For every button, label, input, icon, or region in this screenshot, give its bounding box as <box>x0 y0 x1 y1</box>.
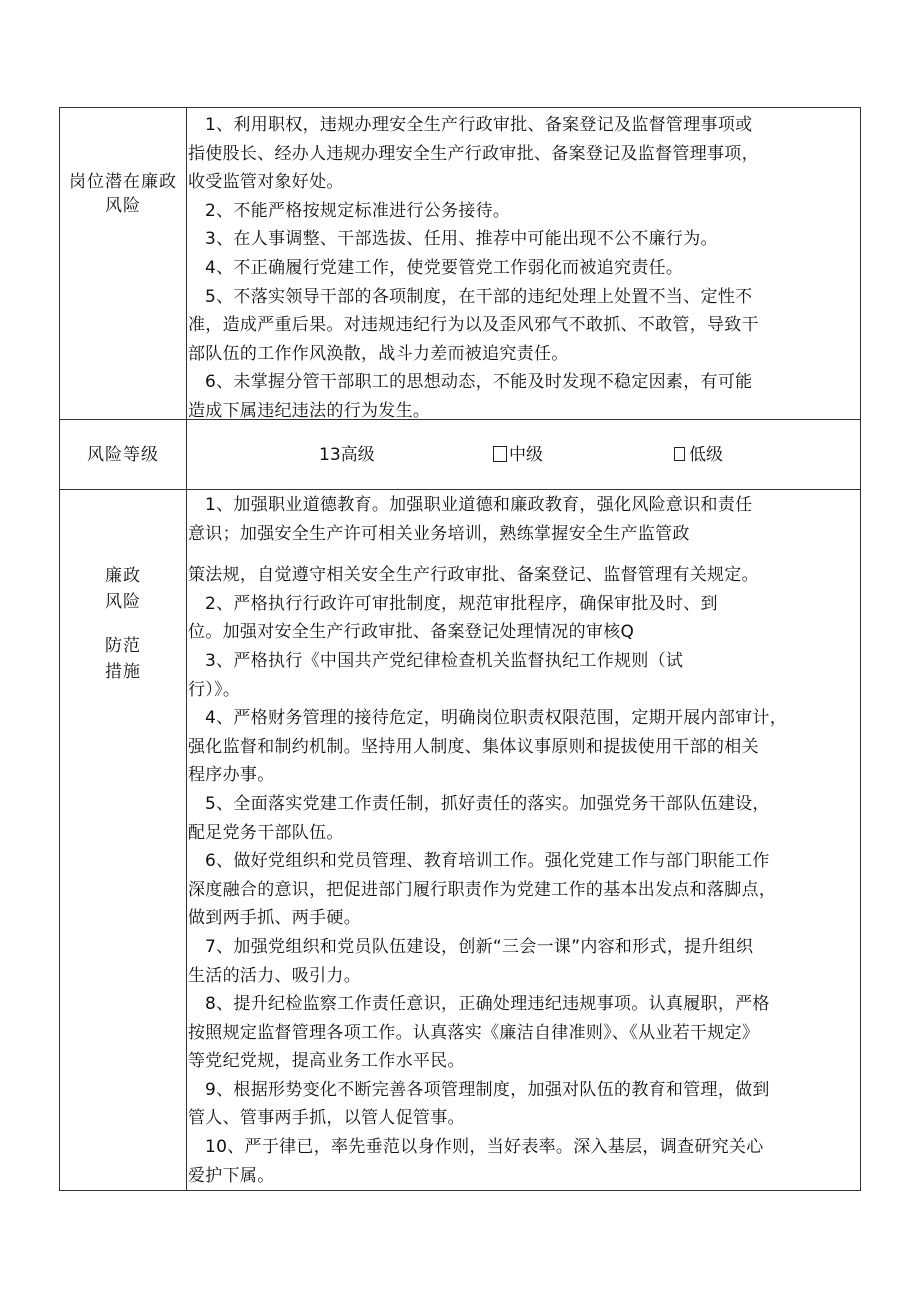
measure-item: 2、严格执行行政许可审批制度，规范审批程序，确保审批及时、到 <box>205 593 718 614</box>
risk-item: 收受监管对象好处。 <box>188 172 344 193</box>
measures-label-line4: 措施 <box>105 662 141 682</box>
risk-item: 部队伍的工作作风涣散，战斗力差而被追究责任。 <box>188 343 569 364</box>
measure-item: 策法规，自觉遵守相关安全生产行政审批、备案登记、监督管理有关规定。 <box>188 565 759 586</box>
measure-item: 按照规定监督管理各项工作。认真落实《廉洁自律准则》、《从业若干规定》 <box>188 1022 760 1043</box>
risk-item: 4、不正确履行党建工作，使党要管党工作弱化而被追究责任。 <box>205 257 684 278</box>
level-low-label: 低级 <box>689 445 723 465</box>
level-high: 13高级 <box>319 445 375 465</box>
measures-label <box>60 563 186 685</box>
measure-item: 8、提升纪检监察工作责任意识，正确处理违纪违规事项。认真履职，严格 <box>205 994 770 1015</box>
measures-label-line2: 风险 <box>105 592 141 612</box>
measure-item: 等党纪党规，提高业务工作水平民。 <box>188 1051 465 1072</box>
measure-item: 深度融合的意识，把促进部门履行职责作为党建工作的基本出发点和落脚点， <box>188 879 777 900</box>
measure-item: 3、严格执行《中国共产党纪律检查机关监督执纪工作规则（试 <box>205 650 684 671</box>
measure-item: 生活的活力、吸引力。 <box>188 965 361 986</box>
level-label: 风险等级 <box>87 445 159 465</box>
risk-item: 造成下属违纪违法的行为发生。 <box>188 400 431 421</box>
risk-item: 3、在人事调整、干部选拔、任用、推荐中可能出现不公不廉行为。 <box>205 229 718 250</box>
measure-item: 10、严于律已，率先垂范以身作则，当好表率。深入基层，调查研究关心 <box>205 1137 764 1158</box>
risk-item: 5、不落实领导干部的各项制度，在干部的违纪处理上处置不当、定性不 <box>205 286 753 307</box>
risk-item: 2、不能严格按规定标准进行公务接待。 <box>205 200 511 221</box>
risk-item: 指使股长、经办人违规办理安全生产行政审批、备案登记及监督管理事项， <box>188 143 759 164</box>
measure-item: 配足党务干部队伍。 <box>188 822 344 843</box>
measure-item: 1、加强职业道德教育。加强职业道德和廉政教育，强化风险意识和责任 <box>205 495 753 515</box>
risk-label-line1: 岗位潜在廉政 <box>69 172 177 192</box>
measure-item: 9、根据形势变化不断完善各项管理制度，加强对队伍的教育和管理，做到 <box>205 1079 770 1100</box>
measure-item: 位。加强对安全生产行政审批、备案登记处理情况的审核Q <box>188 622 635 643</box>
measure-item: 意识；加强安全生产许可相关业务培训，熟练掌握安全生产监管政 <box>188 523 690 544</box>
measures-label-line1: 廉政 <box>105 566 141 586</box>
measure-item: 7、加强党组织和党员队伍建设，创新“三会一课”内容和形式，提升组织 <box>205 936 754 957</box>
measure-item: 行）》。 <box>188 679 241 700</box>
measure-item: 爱护下属。 <box>188 1165 275 1186</box>
measure-item: 强化监督和制约机制。坚持用人制度、集体议事原则和提拔使用干部的相关 <box>188 736 759 757</box>
measure-item: 6、做好党组织和党员管理、教育培训工作。强化党建工作与部门职能工作 <box>205 851 770 872</box>
risk-table <box>59 107 861 1191</box>
measures-label-line3: 防范 <box>105 636 141 656</box>
measures-clip <box>188 108 860 1191</box>
risk-label-line2: 风险 <box>105 196 141 216</box>
measure-item: 5、全面落实党建工作责任制，抓好责任的落实。加强党务干部队伍建设， <box>205 793 770 814</box>
measure-item: 4、严格财务管理的接待危定，明确岗位职责权限范围，定期开展内部审计， <box>205 708 788 729</box>
column-divider <box>186 108 187 1190</box>
risk-item: 1、利用职权，违规办理安全生产行政审批、备案登记及监督管理事项或 <box>205 115 753 135</box>
level-medium-label: 中级 <box>509 445 543 465</box>
risk-label <box>60 170 186 218</box>
measures-items <box>188 491 860 1190</box>
measure-item: 做到两手抓、两手硬。 <box>188 908 361 929</box>
risk-item: 准，造成严重后果。对违规违纪行为以及歪风邪气不敢抓、不敢管，导致干 <box>188 315 759 336</box>
measure-item: 管人、管事两手抓，以管人促管事。 <box>188 1108 465 1129</box>
measure-item: 程序办事。 <box>188 765 275 786</box>
risk-item: 6、未掌握分管干部职工的思想动态，不能及时发现不稳定因素，有可能 <box>205 372 753 393</box>
